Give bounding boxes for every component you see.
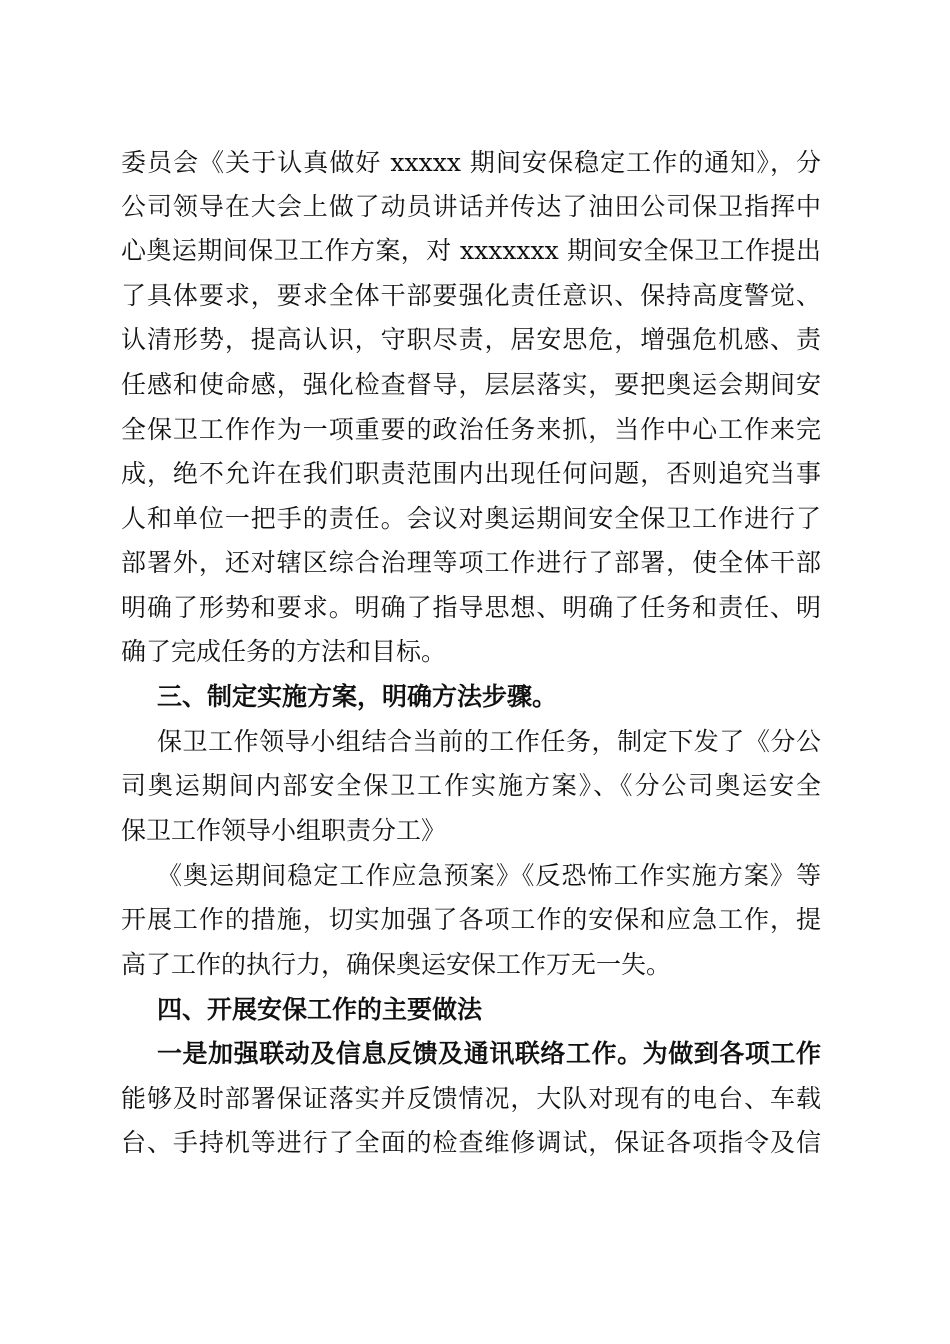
body-line-9: 人和单位一把手的责任。会议对奥运期间安全保卫工作进行了 [121, 504, 821, 533]
body-line-10: 部署外，还对辖区综合治理等项工作进行了部署，使全体干部 [121, 548, 821, 577]
body-line-4: 了具体要求，要求全体干部要强化责任意识、保持高度警觉、 [121, 281, 821, 310]
body-line-2: 公司领导在大会上做了动员讲话并传达了油田公司保卫指挥中 [121, 192, 821, 221]
body-line-12: 确了完成任务的方法和目标。 [121, 637, 447, 666]
section-heading-4: 四、开展安保工作的主要做法 [157, 995, 483, 1024]
body-line-21: 一是加强联动及信息反馈及通讯联络工作。为做到各项工作 [157, 1039, 821, 1068]
body-line-11: 明确了形势和要求。明确了指导思想、明确了任务和责任、明 [121, 593, 821, 622]
body-line-23: 台、手持机等进行了全面的检查维修调试，保证各项指令及信 [121, 1128, 821, 1157]
section-heading-3: 三、制定实施方案，明确方法步骤。 [157, 682, 558, 711]
body-line-14: 保卫工作领导小组结合当前的工作任务，制定下发了《分公 [157, 727, 821, 756]
body-line-19: 高了工作的执行力，确保奥运安保工作万无一失。 [121, 950, 672, 979]
body-line-5: 认清形势，提高认识，守职尽责，居安思危，增强危机感、责 [121, 325, 821, 354]
body-line-6: 任感和使命感，强化检查督导，层层落实，要把奥运会期间安 [121, 370, 821, 399]
body-line-1: 委员会《关于认真做好 xxxxx 期间安保稳定工作的通知》，分 [121, 148, 821, 177]
body-line-16: 保卫工作领导小组职责分工》 [121, 816, 447, 845]
body-line-15: 司奥运期间内部安全保卫工作实施方案》、《分公司奥运安全 [121, 771, 821, 800]
body-line-3: 心奥运期间保卫工作方案，对 xxxxxxx 期间安全保卫工作提出 [121, 236, 821, 265]
body-line-17: 《奥运期间稳定工作应急预案》《反恐怖工作实施方案》等 [157, 861, 821, 890]
body-line-7: 全保卫工作作为一项重要的政治任务来抓，当作中心工作来完 [121, 415, 821, 444]
body-line-8: 成，绝不允许在我们职责范围内出现任何问题，否则追究当事 [121, 459, 821, 488]
body-line-18: 开展工作的措施，切实加强了各项工作的安保和应急工作，提 [121, 905, 821, 934]
body-line-22: 能够及时部署保证落实并反馈情况，大队对现有的电台、车载 [121, 1084, 821, 1113]
